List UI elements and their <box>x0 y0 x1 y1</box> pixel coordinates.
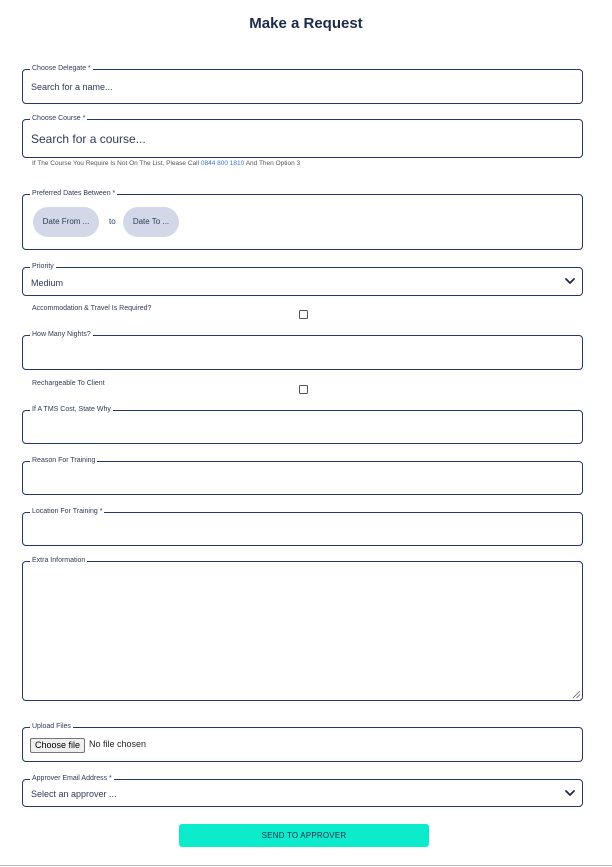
course-search-input[interactable]: Search for a course... <box>31 132 146 146</box>
reason-input[interactable] <box>22 457 583 495</box>
dates-fieldset <box>22 190 583 250</box>
approver-label: Approver Email Address * <box>30 773 114 785</box>
course-hint <box>32 160 300 167</box>
course-label: Choose Course * <box>30 113 87 125</box>
accommodation-label: Accommodation & Travel Is Required? <box>32 305 152 312</box>
location-label: Location For Training * <box>30 506 104 518</box>
resize-handle-icon[interactable] <box>571 689 581 699</box>
page-bottom-divider <box>0 865 612 866</box>
approver-select[interactable] <box>22 775 583 807</box>
course-hint-phone-link[interactable]: 0844 800 1810 <box>200 160 245 167</box>
priority-select[interactable] <box>22 263 583 296</box>
page-title: Make a Request <box>249 15 363 32</box>
nights-label: How Many Nights? <box>30 329 93 341</box>
priority-label: Priority <box>30 261 56 273</box>
date-from-input[interactable]: Date From ... <box>33 207 99 237</box>
location-input[interactable] <box>22 508 583 546</box>
priority-selected-value: Medium <box>31 278 64 288</box>
send-to-approver-button[interactable]: SEND TO APPROVER <box>179 824 429 847</box>
course-hint-suffix: And Then Option 3 <box>244 160 301 167</box>
approver-selected-value: Select an approver ... <box>31 789 117 799</box>
date-to-input[interactable]: Date To ... <box>123 207 179 237</box>
extra-information-textarea[interactable] <box>22 557 583 701</box>
rechargeable-checkbox[interactable] <box>299 385 308 394</box>
dates-separator: to <box>109 217 116 226</box>
course-field[interactable] <box>22 115 583 158</box>
tms-cost-label: If A TMS Cost, State Why <box>30 404 113 416</box>
tms-cost-input[interactable] <box>22 406 583 444</box>
nights-input[interactable] <box>22 331 583 370</box>
accommodation-checkbox[interactable] <box>299 310 308 319</box>
upload-files-label: Upload Files <box>30 721 73 733</box>
extra-information-label: Extra Information <box>30 555 87 567</box>
chevron-down-icon <box>564 787 576 799</box>
reason-label: Reason For Training <box>30 455 97 467</box>
chevron-down-icon <box>564 275 576 287</box>
choose-file-button[interactable]: Choose file <box>30 738 85 753</box>
upload-files-field <box>22 723 583 762</box>
delegate-search-input[interactable]: Search for a name... <box>31 82 113 92</box>
dates-label: Preferred Dates Between * <box>30 188 117 200</box>
delegate-label: Choose Delegate * <box>30 63 93 75</box>
course-hint-prefix: If The Course You Require Is Not On The List, Please Call <box>32 160 201 167</box>
delegate-field[interactable] <box>22 65 583 104</box>
file-status-text: No file chosen <box>89 739 147 749</box>
rechargeable-label: Rechargeable To Client <box>32 380 105 387</box>
